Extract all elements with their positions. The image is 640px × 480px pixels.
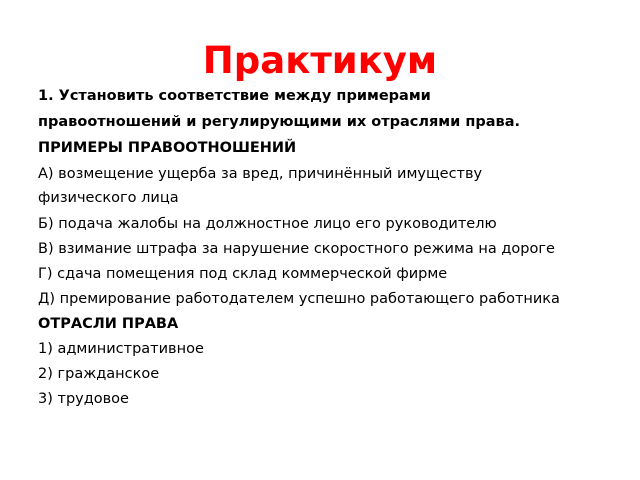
example-d: Д) премирование работодателем успешно работающего работника: [38, 291, 560, 307]
example-v: В) взимание штрафа за нарушение скоростного режима на дороге: [38, 241, 555, 257]
task-line-1: 1. Установить соответствие между примерами: [38, 88, 431, 104]
example-b: Б) подача жалобы на должностное лицо его руководителю: [38, 216, 497, 232]
example-g: Г) сдача помещения под склад коммерческой фирме: [38, 266, 448, 282]
example-a-line-2: физического лица: [38, 190, 179, 206]
branch-1: 1) административное: [38, 341, 204, 357]
slide-title: Практикум: [202, 39, 438, 82]
branch-2: 2) гражданское: [38, 366, 160, 382]
branch-3: 3) трудовое: [38, 391, 129, 407]
task-line-2: правоотношений и регулирующими их отраслями права.: [38, 114, 521, 130]
examples-heading: ПРИМЕРЫ ПРАВООТНОШЕНИЙ: [38, 140, 297, 156]
slide-body: [38, 84, 618, 411]
example-a-line-1: А) возмещение ущерба за вред, причинённый имуществу: [38, 166, 483, 182]
branches-heading: ОТРАСЛИ ПРАВА: [38, 316, 179, 332]
